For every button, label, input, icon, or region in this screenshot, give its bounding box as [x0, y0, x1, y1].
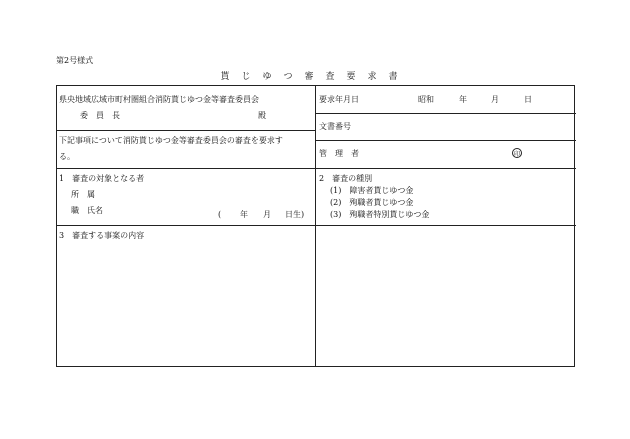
request-text-line1: 下記事項について消防貰じゆつ金等審査委員会の審査を要求す: [59, 136, 283, 145]
document-title: 貰じゆつ審査要求書: [220, 72, 410, 82]
section2-heading: 2 審査の種別: [319, 174, 373, 183]
year-label: 年: [459, 95, 467, 104]
left-divider-1: [57, 130, 315, 131]
section2-item-1: (1) 障害者貰じゆつ金: [330, 186, 414, 195]
form-number: 第2号様式: [56, 56, 94, 65]
left-divider-2: [57, 168, 315, 169]
right-divider-3: [315, 168, 576, 169]
right-divider-1: [315, 113, 576, 114]
birth-open-paren: (: [218, 210, 222, 219]
day-label: 日: [524, 95, 532, 104]
seal-mark: 印: [512, 148, 522, 158]
section2-item-2: (2) 殉職者貰じゆつ金: [330, 198, 414, 207]
birth-month-label: 月: [263, 210, 271, 219]
manager-label: 管 理 者: [319, 149, 359, 158]
position-name-label: 職 氏名: [71, 206, 103, 215]
vertical-divider: [315, 86, 316, 367]
section2-item-3: (3) 殉職者特別貰じゆつ金: [330, 210, 430, 219]
right-divider-2: [315, 140, 576, 141]
month-label: 月: [491, 95, 499, 104]
form-frame: [56, 85, 575, 367]
request-date-label: 要求年月日: [319, 95, 359, 104]
addressee-suffix: 殿: [258, 111, 266, 120]
birth-year-label: 年: [240, 210, 248, 219]
doc-number-label: 文書番号: [319, 122, 351, 131]
chairperson-label: 委 員 長: [80, 111, 120, 120]
affiliation-label: 所 属: [71, 190, 95, 199]
section3-heading: 3 審査する事案の内容: [59, 231, 145, 240]
section-divider: [57, 225, 576, 226]
birth-day-label: 日生): [285, 210, 305, 219]
era-label: 昭和: [418, 95, 434, 104]
section1-heading: 1 審査の対象となる者: [59, 174, 145, 183]
committee-name: 県央地域広域市町村圏組合消防貰じゆつ金等審査委員会: [59, 95, 259, 104]
request-text-line2: る。: [59, 152, 75, 161]
